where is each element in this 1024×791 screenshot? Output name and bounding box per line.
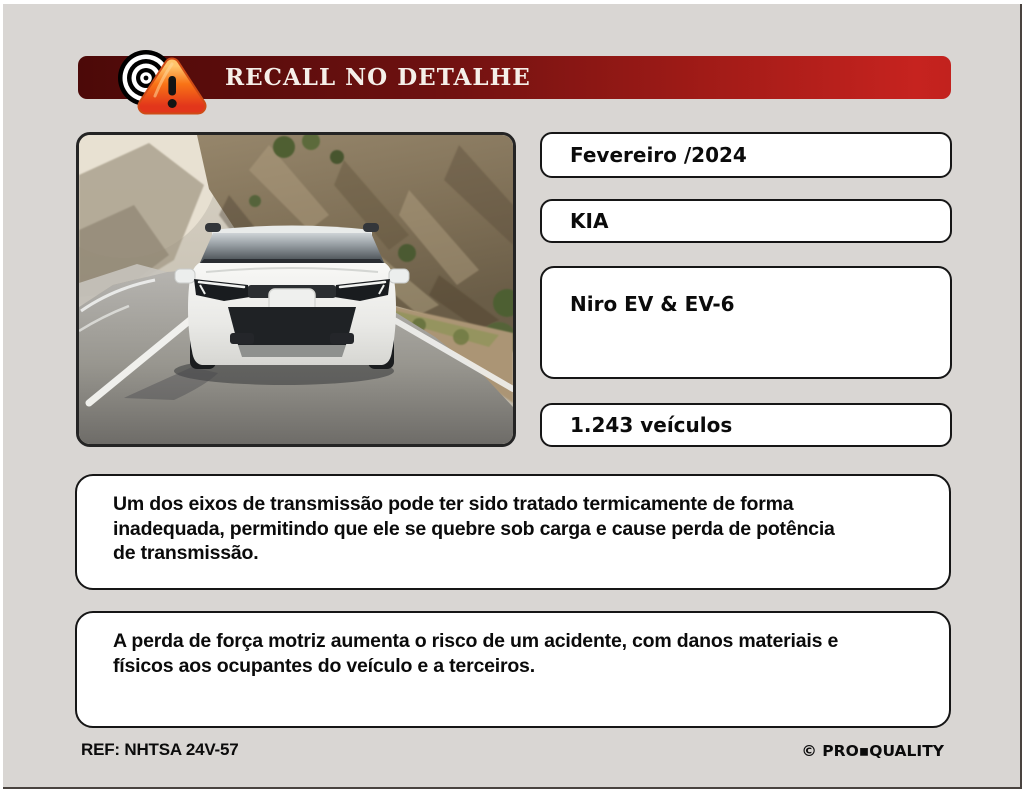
recall-brand-box — [540, 199, 952, 243]
recall-date-box — [540, 132, 952, 178]
recall-models-box — [540, 266, 952, 379]
defect-line: inadequada, permitindo que ele se quebre sob carga e cause perda de potência — [113, 517, 835, 540]
infographic-canvas — [3, 4, 1022, 789]
header-banner — [78, 56, 951, 99]
defect-line: Um dos eixos de transmissão pode ter sido tratado termicamente de forma — [113, 493, 794, 515]
recall-brand: KIA — [570, 209, 609, 233]
risk-line: A perda de força motriz aumenta o risco de um acidente, com danos materiais e — [113, 630, 839, 652]
risk-description-box — [75, 611, 951, 728]
recall-quantity-box — [540, 403, 952, 447]
credit-label: © PRO▪QUALITY — [801, 742, 944, 760]
vehicle-photo — [76, 132, 516, 447]
target-alert-icon — [115, 44, 207, 124]
risk-line: físicos aos ocupantes do veículo e a terceiros. — [113, 654, 535, 677]
defect-description-box — [75, 474, 951, 590]
defect-line: de transmissão. — [113, 542, 259, 564]
recall-models: Niro EV & EV-6 — [570, 292, 735, 316]
page-title: RECALL NO DETALHE — [225, 64, 531, 91]
reference-label: REF: NHTSA 24V-57 — [81, 740, 239, 759]
recall-quantity: 1.243 veículos — [570, 413, 733, 437]
recall-date: Fevereiro /2024 — [570, 143, 747, 167]
